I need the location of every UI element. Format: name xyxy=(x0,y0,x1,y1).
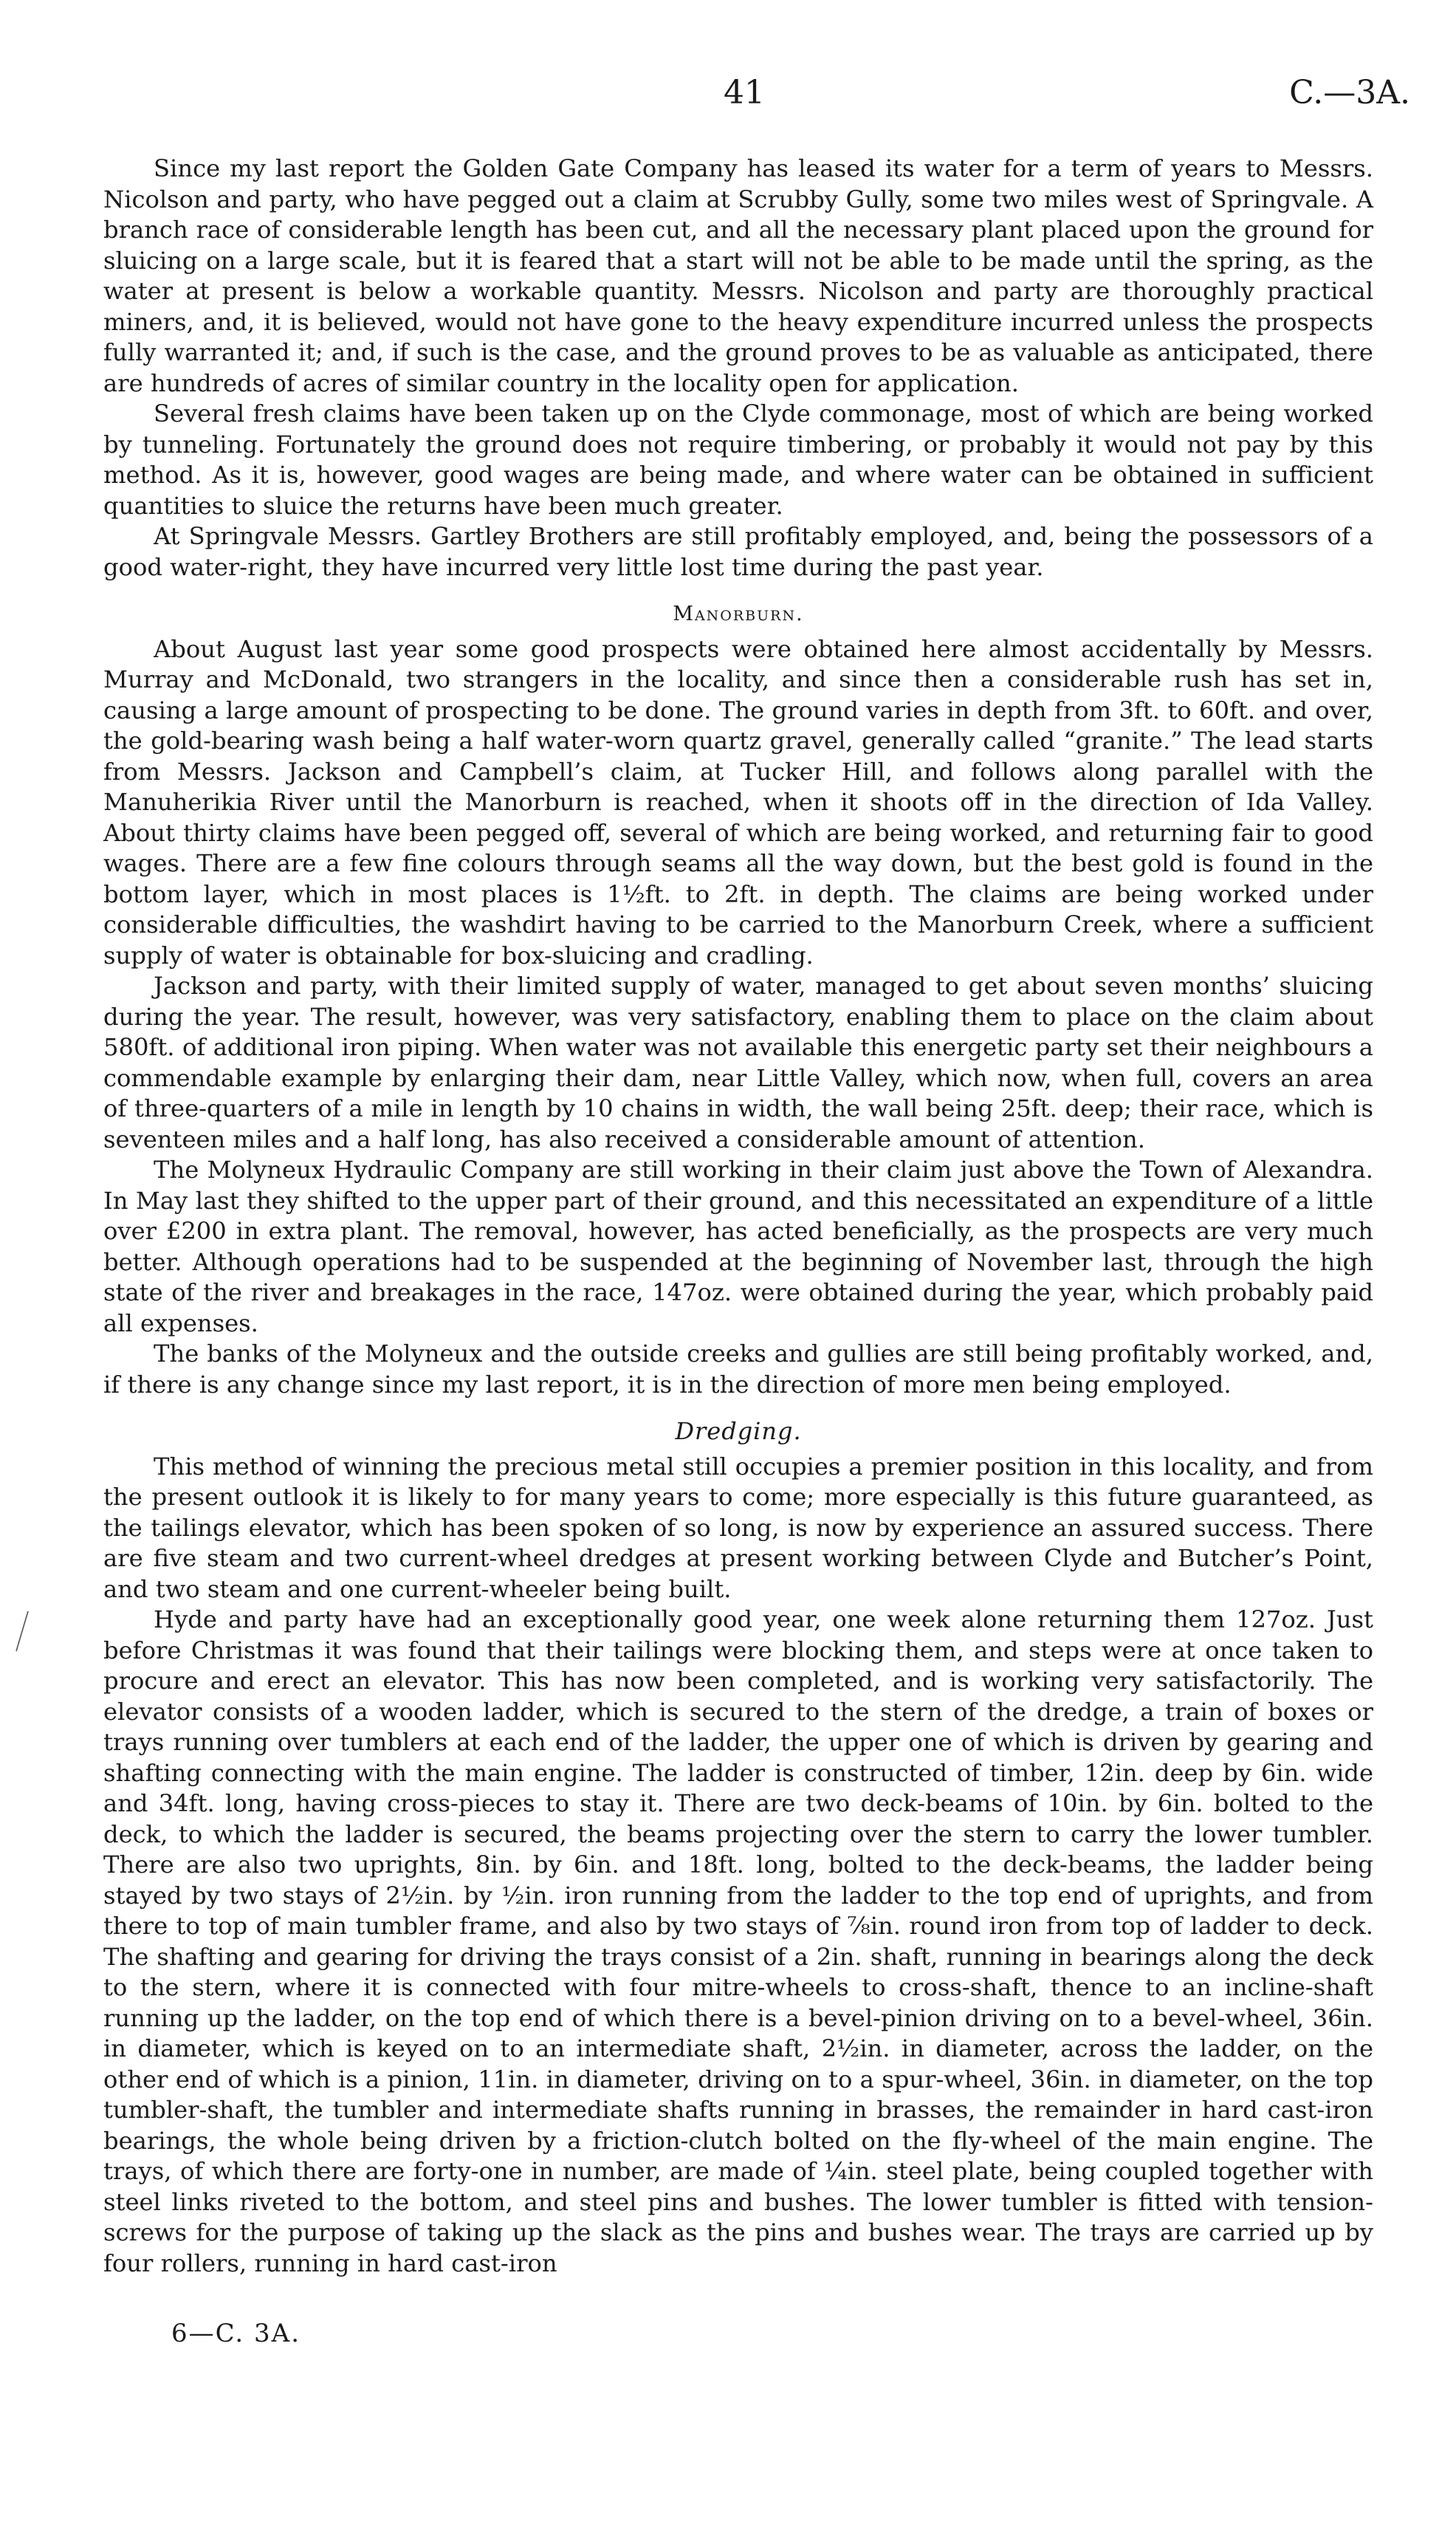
paragraph: This method of winning the precious metal still occupies a premier position in this locality, and from the present outlook it is likely to for many years to come; more especially is this future guaranteed, as the tailings elevator, which has been spoken of so long, is now by experience an assured success. There are five steam and two current-wheel dredges at present working between Clyde and Butcher’s Point, and two steam and one current-wheeler being built. xyxy=(103,1452,1373,1603)
page-header xyxy=(103,74,1410,118)
paragraph: Since my last report the Golden Gate Company has leased its water for a term of years to Messrs. Nicolson and party, who have pegged out a claim at Scrubby Gully, some two miles west of Springvale. A branch race of considerable length has been cut, and all the necessary plant placed upon the ground for sluicing on a large scale, but it is feared that a start will not be able to be made until the spring, as the water at present is below a workable quantity. Messrs. Nicolson and party are thoroughly practical miners, and, it is believed, would not have gone to the heavy expenditure incurred unless the prospects fully warranted it; and, if such is the case, and the ground proves to be as valuable as anticipated, there are hundreds of acres of similar country in the locality open for application. xyxy=(103,154,1373,397)
section-springvale xyxy=(103,154,1373,583)
signature-mark: 6—C. 3A. xyxy=(171,2319,301,2348)
paragraph: At Springvale Messrs. Gartley Brothers are still profitably employed, and, being the possessors of a good water-right, they have incurred very little lost time during the past year. xyxy=(103,522,1373,581)
body-text xyxy=(103,154,1373,2279)
page-number: 41 xyxy=(724,74,765,112)
paragraph: Jackson and party, with their limited supply of water, managed to get about seven months’ sluicing during the year. The result, however, was very satisfactory, enabling them to place on the claim about 580ft. of additional iron piping. When water was not available this energetic party set their neighbours a commendable example by enlarging their dam, near Little Valley, which now, when full, covers an area of three-quarters of a mile in length by 10 chains in width, the wall being 25ft. deep; their race, which is seventeen miles and a half long, has also received a considerable amount of attention. xyxy=(103,972,1373,1153)
paragraph: The banks of the Molyneux and the outside creeks and gullies are still being profitably worked, and, if there is any change since my last report, it is in the direction of more men being employed. xyxy=(103,1340,1373,1399)
section-heading-dredging: Dredging. xyxy=(675,1417,802,1445)
paragraph: Several fresh claims have been taken up on the Clyde commonage, most of which are being worked by tunneling. Fortunately the ground does not require timbering, or probably it would not pay by this method. As it is, however, good wages are being made, and where water can be obtained in sufficient quantities to sluice the returns have been much greater. xyxy=(103,399,1373,520)
paragraph: The Molyneux Hydraulic Company are still working in their claim just above the Town of Alexandra. In May last they shifted to the upper part of their ground, and this necessitated an expenditure of a little over £200 in extra plant. The removal, however, has acted beneficially, as the prospects are very much better. Although operations had to be suspended at the beginning of November last, through the high state of the river and breakages in the race, 147oz. were obtained during the year, which probably paid all expenses. xyxy=(103,1156,1373,1337)
paragraph: Hyde and party have had an exceptionally good year, one week alone returning them 127oz. Just before Christmas it was found that their tailings were blocking them, and steps were at once taken to procure and erect an elevator. This has now been completed, and is working very satisfactorily. The elevator consists of a wooden ladder, which is secured to the stern of the dredge, a train of boxes or trays running over tumblers at each end of the ladder, the upper one of which is driven by gearing and shafting connecting with the main engine. The ladder is constructed of timber, 12in. deep by 6in. wide and 34ft. long, having cross-pieces to stay it. There are two deck-beams of 10in. by 6in. bolted to the deck, to which the ladder is secured, the beams projecting over the stern to carry the lower tumbler. There are also two uprights, 8in. by 6in. and 18ft. long, bolted to the deck-beams, the ladder being stayed by two stays of 2½in. by ½in. iron running from the ladder to the top end of uprights, and from there to top of main tumbler frame, and also by two stays of ⅞in. round iron from top of ladder to deck. The shafting and gearing for driving the trays consist of a 2in. shaft, running in bearings along the deck to the stern, where it is connected with four mitre-wheels to cross-shaft, thence to an incline-shaft running up the ladder, on the top end of which there is a bevel-pinion driving on to a bevel-wheel, 36in. in diameter, which is keyed on to an intermediate shaft, 2½in. in diameter, across the ladder, on the other end of which is a pinion, 11in. in diameter, driving on to a spur-wheel, 36in. in diameter, on the top tumbler-shaft, the tumbler and intermediate shafts running in brasses, the remainder in hard cast-iron bearings, the whole being driven by a friction-clutch bolted on the fly-wheel of the main engine. The trays, of which there are forty-one in number, are made of ¼in. steel plate, being coupled together with steel links riveted to the bottom, and steel pins and bushes. The lower tumbler is fitted with tension-screws for the purpose of taking up the slack as the pins and bushes wear. The trays are carried up by four rollers, running in hard cast-iron xyxy=(103,1605,1373,2277)
paragraph: About August last year some good prospects were obtained here almost accidentally by Messrs. Murray and McDonald, two strangers in the locality, and since then a considerable rush has set in, causing a large amount of prospecting to be done. The ground varies in depth from 3ft. to 60ft. and over, the gold-bearing wash being a half water-worn quartz gravel, generally called “granite.” The lead starts from Messrs. Jackson and Campbell’s claim, at Tucker Hill, and follows along parallel with the Manuherikia River until the Manorburn is reached, when it shoots off in the direction of Ida Valley. About thirty claims have been pegged off, several of which are being worked, and returning fair to good wages. There are a few fine colours through seams all the way down, but the best gold is found in the bottom layer, which in most places is 1½ft. to 2ft. in depth. The claims are being worked under considerable difficulties, the washdirt having to be carried to the Manorburn Creek, where a sufficient supply of water is obtainable for box-sluicing and cradling. xyxy=(103,634,1373,970)
section-dredging xyxy=(103,1416,1373,2279)
section-manorburn xyxy=(103,599,1373,1400)
margin-pencil-mark xyxy=(13,1610,31,1653)
series-reference: C.—3A. xyxy=(1289,74,1410,112)
section-heading-manorburn: Manorburn. xyxy=(673,603,804,625)
